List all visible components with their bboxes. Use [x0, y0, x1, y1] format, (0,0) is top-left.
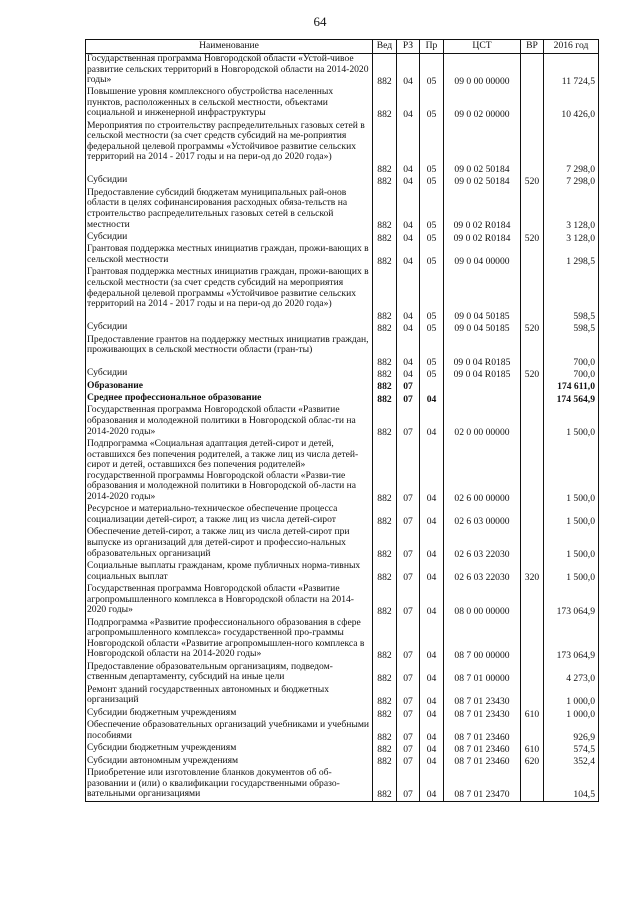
row-ved: 882: [373, 662, 397, 685]
row-cst: 02 6 03 22030: [444, 527, 521, 561]
row-amount: 1 000,0: [544, 685, 599, 708]
row-amount: 1 000,0: [544, 708, 599, 720]
row-cst: [444, 381, 521, 393]
row-name: Государственная программа Новгородской области «Устой-чивое развитие сельских территорий в Новгородской области на 2014-2020 годы»: [86, 54, 373, 88]
table-header: [86, 40, 599, 54]
row-amount: 4 273,0: [544, 662, 599, 685]
row-vr: 610: [521, 743, 544, 755]
row-name: Грантовая поддержка местных инициатив граждан, прожи-вающих в сельской местности (за счет средств субсидий на мероприятия федеральной целевой программы «Устойчивое развитие сельских территорий на 2014 - 2017 годы и на пери-од до 2020 года»): [86, 267, 373, 322]
row-ved: 882: [373, 708, 397, 720]
row-amount: 1 500,0: [544, 561, 599, 584]
row-cst: 08 7 00 00000: [444, 618, 521, 662]
row-ved: 882: [373, 720, 397, 743]
table-row: [86, 584, 599, 618]
row-name: Мероприятия по строительству распределительных газовых сетей в сельской местности (за счет средств субсидий на ме-роприятия федеральной целевой программы «Устойчивое развитие сельских территорий на 2014 - 2017 годы и на пери-од до 2020 года»): [86, 121, 373, 176]
page-number: 64: [313, 14, 327, 29]
row-amount: 700,0: [544, 335, 599, 369]
table-row: [86, 527, 599, 561]
row-ved: 882: [373, 121, 397, 176]
row-cst: 08 7 01 23430: [444, 685, 521, 708]
row-pr: 04: [420, 584, 444, 618]
row-ved: 882: [373, 504, 397, 527]
row-vr: [521, 768, 544, 802]
row-ved: 882: [373, 743, 397, 755]
row-amount: 1 500,0: [544, 504, 599, 527]
row-amount: 174 564,9: [544, 393, 599, 405]
row-name: Обеспечение образовательных организаций учебниками и учебными пособиями: [86, 720, 373, 743]
row-rz: 04: [397, 244, 420, 267]
row-amount: 173 064,9: [544, 618, 599, 662]
row-name: Обеспечение детей-сирот, а также лиц из числа детей-сирот при выпуске из организаций для детей-сирот и профессио-нальных образовательных организаций: [86, 527, 373, 561]
row-vr: 520: [521, 232, 544, 244]
row-name: Субсидии: [86, 232, 373, 244]
row-name: Государственная программа Новгородской области «Развитие образования и молодежной политики в Новгородской облас-ти на 2014-2020 годы»: [86, 405, 373, 439]
row-rz: 04: [397, 267, 420, 322]
row-cst: 08 7 01 23460: [444, 743, 521, 755]
row-ved: 882: [373, 381, 397, 393]
row-cst: 02 6 03 00000: [444, 504, 521, 527]
table-row: [86, 504, 599, 527]
row-amount: 598,5: [544, 267, 599, 322]
row-rz: 04: [397, 335, 420, 369]
row-ved: 882: [373, 368, 397, 380]
row-rz: 07: [397, 768, 420, 802]
row-rz: 04: [397, 368, 420, 380]
table-row: [86, 618, 599, 662]
row-vr: 620: [521, 756, 544, 768]
row-amount: 598,5: [544, 322, 599, 334]
row-vr: [521, 439, 544, 504]
row-ved: 882: [373, 322, 397, 334]
row-pr: 04: [420, 527, 444, 561]
row-ved: 882: [373, 768, 397, 802]
row-vr: [521, 87, 544, 121]
table-row: [86, 743, 599, 755]
row-ved: 882: [373, 175, 397, 187]
table-row: [86, 405, 599, 439]
row-cst: 09 0 02 R0184: [444, 188, 521, 232]
row-amount: 1 298,5: [544, 244, 599, 267]
row-pr: 04: [420, 439, 444, 504]
table-row: [86, 685, 599, 708]
row-pr: 05: [420, 267, 444, 322]
row-cst: 08 7 01 23460: [444, 756, 521, 768]
header-pr: Пр: [420, 40, 444, 54]
row-rz: 07: [397, 756, 420, 768]
row-cst: 09 0 04 00000: [444, 244, 521, 267]
row-cst: 08 7 01 23460: [444, 720, 521, 743]
row-pr: 04: [420, 405, 444, 439]
row-name: Социальные выплаты гражданам, кроме публичных норма-тивных социальных выплат: [86, 561, 373, 584]
row-pr: 04: [420, 756, 444, 768]
row-amount: 3 128,0: [544, 188, 599, 232]
row-vr: [521, 405, 544, 439]
row-rz: 07: [397, 685, 420, 708]
row-rz: 04: [397, 87, 420, 121]
table-row: [86, 244, 599, 267]
row-vr: [521, 54, 544, 88]
row-rz: 07: [397, 584, 420, 618]
table-row: [86, 121, 599, 176]
row-ved: 882: [373, 439, 397, 504]
row-vr: [521, 267, 544, 322]
header-year: 2016 год: [544, 40, 599, 54]
row-cst: 09 0 02 50184: [444, 121, 521, 176]
row-name: Предоставление образовательным организациям, подведом-ственным департаменту, субсидий на иные цели: [86, 662, 373, 685]
header-name: Наименование: [86, 40, 373, 54]
row-rz: 04: [397, 232, 420, 244]
row-amount: 926,9: [544, 720, 599, 743]
row-ved: 882: [373, 561, 397, 584]
row-pr: 05: [420, 368, 444, 380]
row-vr: 520: [521, 322, 544, 334]
row-pr: 04: [420, 561, 444, 584]
table-row: [86, 439, 599, 504]
row-name: Ресурсное и материально-техническое обеспечение процесса социализации детей-сирот, а также лиц из числа детей-сирот: [86, 504, 373, 527]
row-rz: 04: [397, 188, 420, 232]
row-pr: 04: [420, 743, 444, 755]
row-name: Грантовая поддержка местных инициатив граждан, прожи-вающих в сельской местности: [86, 244, 373, 267]
row-ved: 882: [373, 685, 397, 708]
row-name: Субсидии бюджетным учреждениям: [86, 743, 373, 755]
row-pr: 05: [420, 87, 444, 121]
row-cst: 08 0 00 00000: [444, 584, 521, 618]
row-pr: 04: [420, 768, 444, 802]
row-rz: 07: [397, 708, 420, 720]
row-name: Предоставление грантов на поддержку местных инициатив граждан, проживающих в сельской местности области (гран-ты): [86, 335, 373, 369]
row-pr: 05: [420, 188, 444, 232]
row-pr: 04: [420, 618, 444, 662]
row-rz: 04: [397, 121, 420, 176]
row-vr: [521, 720, 544, 743]
table-row: [86, 188, 599, 232]
row-pr: 05: [420, 232, 444, 244]
row-vr: [521, 527, 544, 561]
row-ved: 882: [373, 335, 397, 369]
row-name: Субсидии бюджетным учреждениям: [86, 708, 373, 720]
row-vr: [521, 393, 544, 405]
table-row: [86, 54, 599, 88]
table-body: [86, 54, 599, 802]
row-cst: 09 0 02 00000: [444, 87, 521, 121]
row-rz: 07: [397, 720, 420, 743]
row-amount: 7 298,0: [544, 121, 599, 176]
row-vr: [521, 121, 544, 176]
row-pr: 04: [420, 662, 444, 685]
row-ved: 882: [373, 527, 397, 561]
header-ved: Вед: [373, 40, 397, 54]
row-pr: 04: [420, 504, 444, 527]
row-rz: 07: [397, 504, 420, 527]
table-row: [86, 720, 599, 743]
row-rz: 07: [397, 527, 420, 561]
table-row: [86, 267, 599, 322]
row-amount: 1 500,0: [544, 439, 599, 504]
row-amount: 10 426,0: [544, 87, 599, 121]
row-cst: 09 0 02 R0184: [444, 232, 521, 244]
row-amount: 3 128,0: [544, 232, 599, 244]
row-cst: 08 7 01 23470: [444, 768, 521, 802]
row-ved: 882: [373, 54, 397, 88]
row-name: Субсидии: [86, 175, 373, 187]
row-pr: [420, 381, 444, 393]
row-cst: 02 6 00 00000: [444, 439, 521, 504]
row-vr: [521, 335, 544, 369]
row-amount: 7 298,0: [544, 175, 599, 187]
row-rz: 04: [397, 175, 420, 187]
row-vr: [521, 685, 544, 708]
row-vr: 320: [521, 561, 544, 584]
row-ved: 882: [373, 188, 397, 232]
table-row: [86, 87, 599, 121]
row-name: Подпрограмма «Социальная адаптация детей-сирот и детей, оставшихся без попечения родителей, а также лиц из числа детей-сирот и детей, оставшихся без попечения родителей» государственной программы Новгородской области «Разви-тие образования и молодежной политики в Новгородской об-ласти на 2014-2020 годы»: [86, 439, 373, 504]
row-vr: [521, 188, 544, 232]
row-cst: 08 7 01 23430: [444, 708, 521, 720]
row-name: Предоставление субсидий бюджетам муниципальных рай-онов области в целях софинансирования расходных обяза-тельств на строительство распределительных газовых сетей в сельской местности: [86, 188, 373, 232]
row-ved: 882: [373, 618, 397, 662]
row-ved: 882: [373, 756, 397, 768]
row-name: Повышение уровня комплексного обустройства населенных пунктов, расположенных в сельской местности, объектами социальной и инженерной инфраструктуры: [86, 87, 373, 121]
row-name: Ремонт зданий государственных автономных и бюджетных организаций: [86, 685, 373, 708]
row-ved: 882: [373, 584, 397, 618]
row-cst: 09 0 04 50185: [444, 322, 521, 334]
row-rz: 07: [397, 618, 420, 662]
row-cst: 02 6 03 22030: [444, 561, 521, 584]
row-vr: 610: [521, 708, 544, 720]
row-vr: [521, 244, 544, 267]
row-amount: 174 611,0: [544, 381, 599, 393]
row-rz: 07: [397, 561, 420, 584]
row-vr: 520: [521, 368, 544, 380]
row-amount: 1 500,0: [544, 527, 599, 561]
table-row: [86, 368, 599, 380]
row-vr: 520: [521, 175, 544, 187]
row-name: Государственная программа Новгородской области «Развитие агропромышленного комплекса в Новгородской области на 2014-2020 годы»: [86, 584, 373, 618]
header-rz: РЗ: [397, 40, 420, 54]
table-row: [86, 322, 599, 334]
header-cst: ЦСТ: [444, 40, 521, 54]
row-cst: 02 0 00 00000: [444, 405, 521, 439]
row-ved: 882: [373, 267, 397, 322]
row-pr: 05: [420, 244, 444, 267]
row-ved: 882: [373, 244, 397, 267]
row-rz: 07: [397, 662, 420, 685]
row-name: Субсидии автономным учреждениям: [86, 756, 373, 768]
row-cst: 08 7 01 00000: [444, 662, 521, 685]
row-pr: 04: [420, 708, 444, 720]
row-cst: 09 0 00 00000: [444, 54, 521, 88]
row-ved: 882: [373, 405, 397, 439]
table-row: [86, 768, 599, 802]
row-name: Образование: [86, 381, 373, 393]
row-pr: 04: [420, 393, 444, 405]
row-vr: [521, 504, 544, 527]
row-cst: [444, 393, 521, 405]
table-row: [86, 335, 599, 369]
row-ved: 882: [373, 232, 397, 244]
row-amount: 173 064,9: [544, 584, 599, 618]
row-pr: 04: [420, 685, 444, 708]
row-cst: 09 0 02 50184: [444, 175, 521, 187]
row-amount: 104,5: [544, 768, 599, 802]
row-vr: [521, 662, 544, 685]
row-rz: 07: [397, 405, 420, 439]
table-row: [86, 662, 599, 685]
row-pr: 05: [420, 54, 444, 88]
row-rz: 04: [397, 54, 420, 88]
row-ved: 882: [373, 393, 397, 405]
header-vr: ВР: [521, 40, 544, 54]
budget-table: [85, 39, 599, 802]
row-cst: 09 0 04 50185: [444, 267, 521, 322]
row-rz: 07: [397, 743, 420, 755]
row-cst: 09 0 04 R0185: [444, 335, 521, 369]
row-vr: [521, 618, 544, 662]
row-name: Подпрограмма «Развитие профессионального образования в сфере агропромышленного комплекса» государственной про-граммы Новгородской области «Развитие агропромышлен-ного комплекса в Новгородской области на 2014-2020 годы»: [86, 618, 373, 662]
row-pr: 05: [420, 335, 444, 369]
table-row: [86, 561, 599, 584]
row-amount: 352,4: [544, 756, 599, 768]
row-rz: 07: [397, 381, 420, 393]
row-pr: 04: [420, 720, 444, 743]
row-name: Среднее профессиональное образование: [86, 393, 373, 405]
row-pr: 05: [420, 175, 444, 187]
row-name: Приобретение или изготовление бланков документов об об-разовании и (или) о квалификации государственными образо-вательными организациями: [86, 768, 373, 802]
row-amount: 700,0: [544, 368, 599, 380]
row-amount: 1 500,0: [544, 405, 599, 439]
row-rz: 07: [397, 439, 420, 504]
row-amount: 574,5: [544, 743, 599, 755]
row-rz: 04: [397, 322, 420, 334]
row-name: Субсидии: [86, 368, 373, 380]
row-rz: 07: [397, 393, 420, 405]
row-name: Субсидии: [86, 322, 373, 334]
row-pr: 05: [420, 121, 444, 176]
row-vr: [521, 381, 544, 393]
row-amount: 11 724,5: [544, 54, 599, 88]
row-vr: [521, 584, 544, 618]
row-ved: 882: [373, 87, 397, 121]
row-pr: 05: [420, 322, 444, 334]
row-cst: 09 0 04 R0185: [444, 368, 521, 380]
